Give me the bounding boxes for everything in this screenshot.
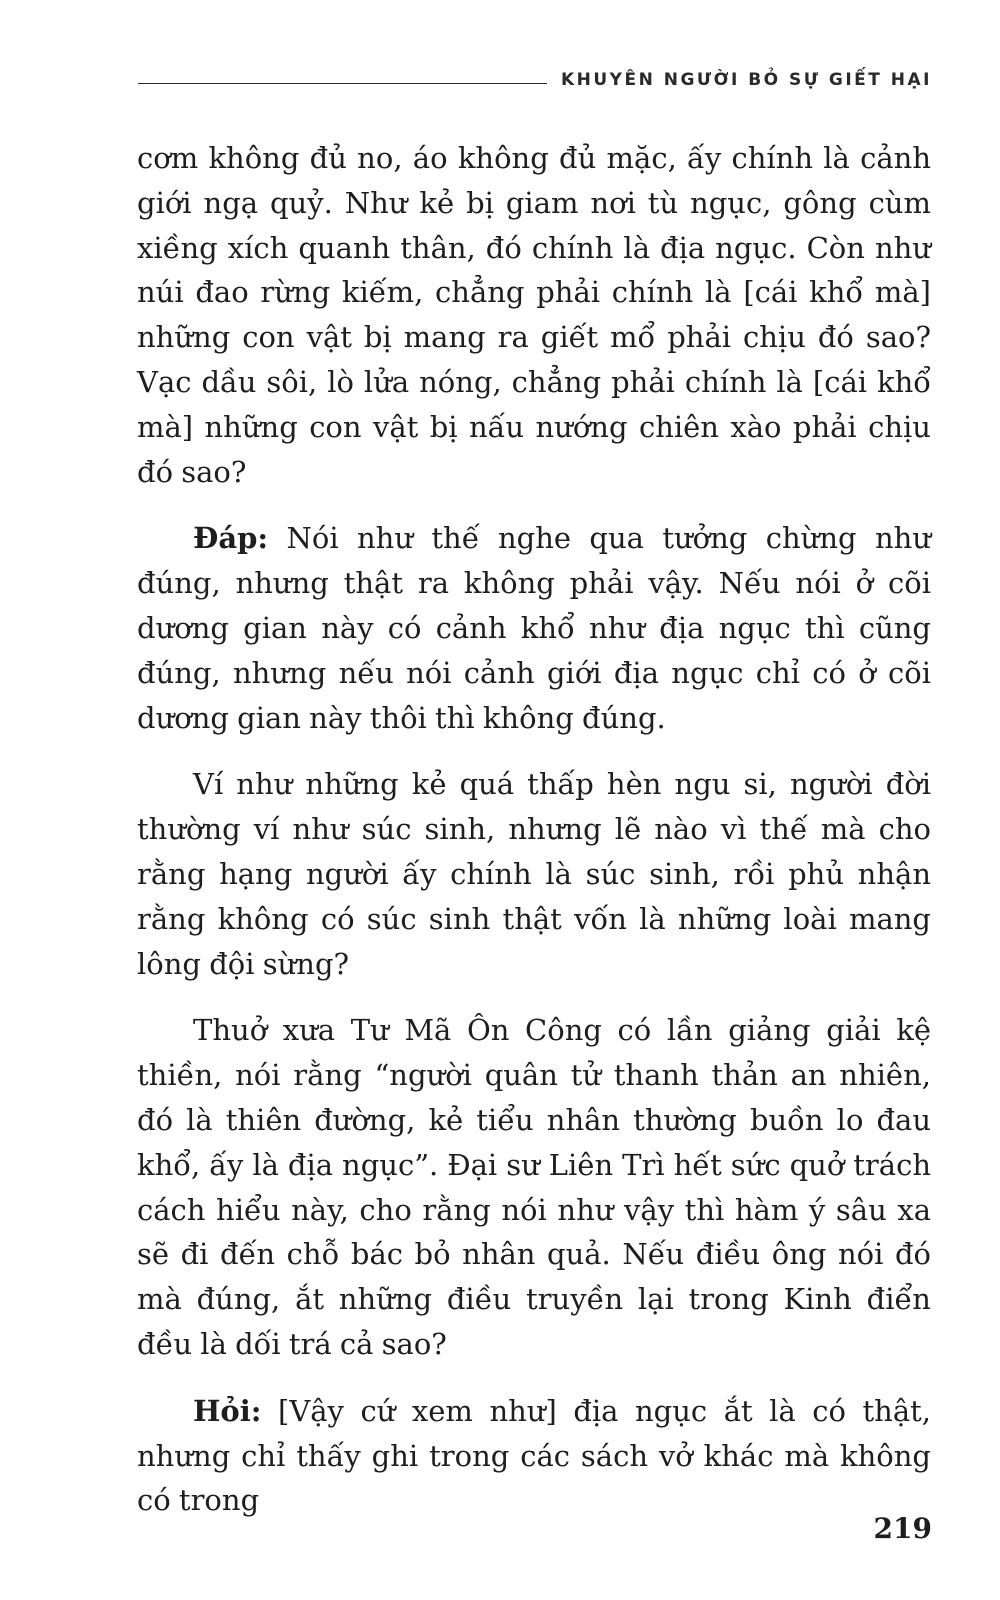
paragraph-text: Nói như thế nghe qua tưởng chừng như đúng, nhưng thật ra không phải vậy. Nếu nói ở cõi dương gian này có cảnh khổ như địa ngục thì cũng đúng, nhưng nếu nói cảnh giới địa ngục chỉ có ở cõi dương gian này thôi thì không đúng. xyxy=(137,521,931,735)
paragraph-text: [Vậy cứ xem như] địa ngục ắt là có thật, nhưng chỉ thấy ghi trong các sách vở khác mà không có trong xyxy=(137,1393,931,1518)
answer-label: Đáp: xyxy=(193,521,269,556)
paragraph-continuation xyxy=(137,136,931,494)
paragraph-story xyxy=(137,1008,931,1366)
paragraph-text: Ví như những kẻ quá thấp hèn ngu si, người đời thường ví như súc sinh, nhưng lẽ nào vì thế mà cho rằng hạng người ấy chính là súc sinh, rồi phủ nhận rằng không có súc sinh thật vốn là những loài mang lông đội sừng? xyxy=(137,767,931,981)
paragraph-example xyxy=(137,762,931,986)
question-label: Hỏi: xyxy=(193,1393,262,1428)
paragraph-text: Thuở xưa Tư Mã Ôn Công có lần giảng giải kệ thiền, nói rằng “người quân tử thanh thản an nhiên, đó là thiên đường, kẻ tiểu nhân thường buồn lo đau khổ, ấy là địa ngục”. Đại sư Liên Trì hết sức quở trách cách hiểu này, cho rằng nói như vậy thì hàm ý sâu xa sẽ đi đến chỗ bác bỏ nhân quả. Nếu điều ông nói đó mà đúng, ắt những điều truyền lại trong Kinh điển đều là dối trá cả sao? xyxy=(137,1013,931,1361)
paragraph-question xyxy=(137,1389,931,1523)
body-text xyxy=(137,136,931,1523)
paragraph-text: cơm không đủ no, áo không đủ mặc, ấy chính là cảnh giới ngạ quỷ. Như kẻ bị giam nơi tù ngục, gông cùm xiềng xích quanh thân, đó chính là địa ngục. Còn như núi đao rừng kiếm, chẳng phải chính là [cái khổ mà] những con vật bị mang ra giết mổ phải chịu đó sao? Vạc dầu sôi, lò lửa nóng, chẳng phải chính là [cái khổ mà] những con vật bị nấu nướng chiên xào phải chịu đó sao? xyxy=(137,141,931,489)
running-header xyxy=(138,60,932,90)
paragraph-answer xyxy=(137,516,931,740)
header-rule xyxy=(138,83,547,84)
page-number: 219 xyxy=(873,1512,932,1545)
header-title: KHUYÊN NGƯỜI BỎ SỰ GIẾT HẠI xyxy=(560,70,932,90)
